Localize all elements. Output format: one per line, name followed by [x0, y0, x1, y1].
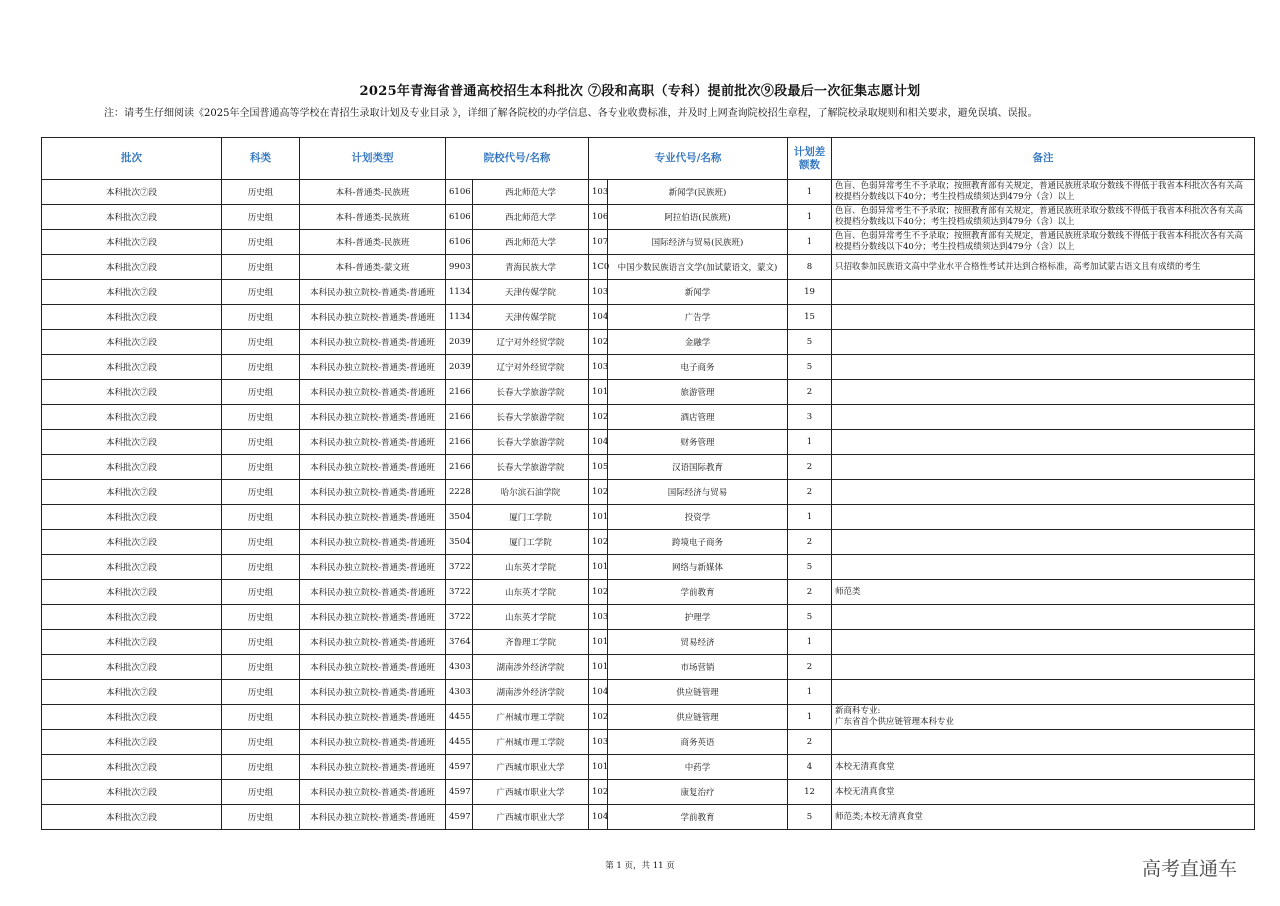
cell-quota: 5 — [788, 805, 832, 830]
cell-plan-type: 本科民办独立院校-普通类-普通班 — [300, 805, 446, 830]
cell-major-name: 旅游管理 — [608, 380, 788, 405]
cell-major-name: 广告学 — [608, 305, 788, 330]
cell-remark: 色盲、色弱异常考生不予录取；按照教育部有关规定，普通民族班录取分数线不得低于我省本科批次各有关高校提档分数线以下40分；考生投档成绩须达到479分（含）以上 — [832, 205, 1255, 230]
cell-subject: 历史组 — [222, 405, 300, 430]
cell-quota: 1 — [788, 430, 832, 455]
cell-batch: 本科批次⑦段 — [42, 280, 222, 305]
cell-remark — [832, 330, 1255, 355]
table-row — [42, 230, 1255, 255]
header-plan-type: 计划类型 — [300, 138, 446, 180]
cell-quota: 5 — [788, 605, 832, 630]
cell-school-name: 广西城市职业大学 — [473, 780, 589, 805]
cell-major-code: 101 — [589, 630, 608, 655]
cell-remark: 本校无清真食堂 — [832, 755, 1255, 780]
cell-plan-type: 本科民办独立院校-普通类-普通班 — [300, 405, 446, 430]
cell-major-name: 中药学 — [608, 755, 788, 780]
cell-school-name: 西北师范大学 — [473, 230, 589, 255]
cell-school-name: 天津传媒学院 — [473, 280, 589, 305]
cell-quota: 3 — [788, 405, 832, 430]
cell-subject: 历史组 — [222, 755, 300, 780]
cell-major-code: 103 — [589, 355, 608, 380]
cell-school-code: 3722 — [446, 555, 473, 580]
header-school: 院校代号/名称 — [446, 138, 589, 180]
cell-school-code: 6106 — [446, 230, 473, 255]
table-row — [42, 430, 1255, 455]
cell-plan-type: 本科民办独立院校-普通类-普通班 — [300, 580, 446, 605]
cell-subject: 历史组 — [222, 580, 300, 605]
table-body — [42, 180, 1255, 830]
cell-batch: 本科批次⑦段 — [42, 305, 222, 330]
header-subject: 科类 — [222, 138, 300, 180]
cell-school-code: 1134 — [446, 305, 473, 330]
cell-school-code: 4597 — [446, 805, 473, 830]
cell-quota: 15 — [788, 305, 832, 330]
cell-subject: 历史组 — [222, 330, 300, 355]
cell-batch: 本科批次⑦段 — [42, 705, 222, 730]
table-row — [42, 805, 1255, 830]
cell-school-name: 长春大学旅游学院 — [473, 405, 589, 430]
cell-batch: 本科批次⑦段 — [42, 380, 222, 405]
cell-quota: 2 — [788, 380, 832, 405]
cell-major-name: 供应链管理 — [608, 680, 788, 705]
cell-major-code: 101 — [589, 755, 608, 780]
cell-subject: 历史组 — [222, 255, 300, 280]
cell-remark — [832, 530, 1255, 555]
cell-remark — [832, 655, 1255, 680]
cell-remark — [832, 280, 1255, 305]
cell-school-name: 厦门工学院 — [473, 505, 589, 530]
cell-batch: 本科批次⑦段 — [42, 255, 222, 280]
table-row — [42, 780, 1255, 805]
cell-major-name: 金融学 — [608, 330, 788, 355]
table-row — [42, 605, 1255, 630]
cell-plan-type: 本科民办独立院校-普通类-普通班 — [300, 705, 446, 730]
cell-subject: 历史组 — [222, 380, 300, 405]
cell-school-name: 厦门工学院 — [473, 530, 589, 555]
page-footer: 第 1 页，共 11 页 — [605, 861, 675, 871]
cell-school-name: 辽宁对外经贸学院 — [473, 330, 589, 355]
cell-plan-type: 本科民办独立院校-普通类-普通班 — [300, 630, 446, 655]
cell-plan-type: 本科民办独立院校-普通类-普通班 — [300, 355, 446, 380]
cell-school-code: 2228 — [446, 480, 473, 505]
table-row — [42, 305, 1255, 330]
cell-major-code: 103 — [589, 280, 608, 305]
cell-batch: 本科批次⑦段 — [42, 730, 222, 755]
cell-quota: 1 — [788, 630, 832, 655]
cell-school-code: 4455 — [446, 730, 473, 755]
cell-plan-type: 本科-普通类-民族班 — [300, 230, 446, 255]
cell-subject: 历史组 — [222, 230, 300, 255]
cell-batch: 本科批次⑦段 — [42, 480, 222, 505]
cell-subject: 历史组 — [222, 705, 300, 730]
cell-major-name: 护理学 — [608, 605, 788, 630]
table-row — [42, 580, 1255, 605]
cell-batch: 本科批次⑦段 — [42, 505, 222, 530]
cell-subject: 历史组 — [222, 555, 300, 580]
cell-plan-type: 本科民办独立院校-普通类-普通班 — [300, 555, 446, 580]
table-row — [42, 380, 1255, 405]
cell-major-code: 102 — [589, 580, 608, 605]
cell-major-code: 103 — [589, 180, 608, 205]
cell-school-code: 6106 — [446, 180, 473, 205]
cell-subject: 历史组 — [222, 355, 300, 380]
cell-subject: 历史组 — [222, 455, 300, 480]
cell-batch: 本科批次⑦段 — [42, 455, 222, 480]
cell-school-code: 3504 — [446, 505, 473, 530]
cell-remark — [832, 430, 1255, 455]
cell-batch: 本科批次⑦段 — [42, 655, 222, 680]
table-row — [42, 705, 1255, 730]
cell-major-code: 103 — [589, 730, 608, 755]
cell-quota: 1 — [788, 230, 832, 255]
cell-remark — [832, 455, 1255, 480]
table-row — [42, 205, 1255, 230]
cell-major-code: 103 — [589, 605, 608, 630]
cell-remark: 新商科专业: 广东省首个供应链管理本科专业 — [832, 705, 1255, 730]
cell-school-code: 3764 — [446, 630, 473, 655]
cell-school-code: 4455 — [446, 705, 473, 730]
cell-remark — [832, 505, 1255, 530]
cell-major-name: 国际经济与贸易 — [608, 480, 788, 505]
cell-plan-type: 本科民办独立院校-普通类-普通班 — [300, 280, 446, 305]
cell-major-code: 101 — [589, 655, 608, 680]
cell-plan-type: 本科-普通类-民族班 — [300, 180, 446, 205]
cell-quota: 2 — [788, 655, 832, 680]
cell-school-name: 长春大学旅游学院 — [473, 455, 589, 480]
cell-major-name: 新闻学(民族班) — [608, 180, 788, 205]
cell-major-code: 106 — [589, 205, 608, 230]
cell-school-code: 9903 — [446, 255, 473, 280]
cell-subject: 历史组 — [222, 480, 300, 505]
cell-school-name: 山东英才学院 — [473, 580, 589, 605]
table-row — [42, 405, 1255, 430]
cell-quota: 12 — [788, 780, 832, 805]
cell-major-name: 中国少数民族语言文学(加试蒙语文，蒙文) — [608, 255, 788, 280]
cell-school-code: 3722 — [446, 580, 473, 605]
cell-major-code: 102 — [589, 405, 608, 430]
cell-quota: 2 — [788, 730, 832, 755]
cell-quota: 5 — [788, 330, 832, 355]
header-major: 专业代号/名称 — [589, 138, 788, 180]
cell-plan-type: 本科民办独立院校-普通类-普通班 — [300, 680, 446, 705]
cell-batch: 本科批次⑦段 — [42, 205, 222, 230]
cell-school-name: 长春大学旅游学院 — [473, 380, 589, 405]
cell-plan-type: 本科民办独立院校-普通类-普通班 — [300, 605, 446, 630]
table-row — [42, 455, 1255, 480]
cell-major-name: 酒店管理 — [608, 405, 788, 430]
cell-batch: 本科批次⑦段 — [42, 680, 222, 705]
table-row — [42, 680, 1255, 705]
cell-batch: 本科批次⑦段 — [42, 605, 222, 630]
cell-plan-type: 本科民办独立院校-普通类-普通班 — [300, 655, 446, 680]
cell-plan-type: 本科民办独立院校-普通类-普通班 — [300, 530, 446, 555]
cell-quota: 5 — [788, 555, 832, 580]
cell-school-name: 齐鲁理工学院 — [473, 630, 589, 655]
cell-plan-type: 本科民办独立院校-普通类-普通班 — [300, 305, 446, 330]
cell-subject: 历史组 — [222, 180, 300, 205]
cell-subject: 历史组 — [222, 630, 300, 655]
cell-subject: 历史组 — [222, 205, 300, 230]
table-row — [42, 280, 1255, 305]
cell-major-name: 商务英语 — [608, 730, 788, 755]
cell-major-name: 新闻学 — [608, 280, 788, 305]
cell-quota: 4 — [788, 755, 832, 780]
header-batch: 批次 — [42, 138, 222, 180]
cell-school-name: 广西城市职业大学 — [473, 805, 589, 830]
cell-major-name: 学前教育 — [608, 805, 788, 830]
cell-quota: 1 — [788, 505, 832, 530]
cell-major-name: 学前教育 — [608, 580, 788, 605]
cell-subject: 历史组 — [222, 530, 300, 555]
cell-school-code: 2166 — [446, 455, 473, 480]
cell-school-name: 广州城市理工学院 — [473, 730, 589, 755]
cell-school-name: 广州城市理工学院 — [473, 705, 589, 730]
cell-plan-type: 本科民办独立院校-普通类-普通班 — [300, 480, 446, 505]
cell-remark — [832, 555, 1255, 580]
cell-batch: 本科批次⑦段 — [42, 630, 222, 655]
table-header-row — [42, 138, 1255, 180]
cell-quota: 1 — [788, 705, 832, 730]
cell-school-name: 辽宁对外经贸学院 — [473, 355, 589, 380]
cell-batch: 本科批次⑦段 — [42, 755, 222, 780]
table-row — [42, 255, 1255, 280]
cell-plan-type: 本科民办独立院校-普通类-普通班 — [300, 730, 446, 755]
cell-school-code: 6106 — [446, 205, 473, 230]
cell-remark: 只招收参加民族语文高中学业水平合格性考试并达到合格标准，高考加试蒙古语文且有成绩的考生 — [832, 255, 1255, 280]
cell-remark: 师范类 — [832, 580, 1255, 605]
cell-plan-type: 本科民办独立院校-普通类-普通班 — [300, 380, 446, 405]
cell-major-code: 102 — [589, 480, 608, 505]
cell-school-name: 天津传媒学院 — [473, 305, 589, 330]
cell-school-code: 3722 — [446, 605, 473, 630]
cell-quota: 8 — [788, 255, 832, 280]
cell-remark: 色盲、色弱异常考生不予录取；按照教育部有关规定，普通民族班录取分数线不得低于我省本科批次各有关高校提档分数线以下40分；考生投档成绩须达到479分（含）以上 — [832, 180, 1255, 205]
cell-major-code: 102 — [589, 530, 608, 555]
cell-quota: 2 — [788, 455, 832, 480]
cell-batch: 本科批次⑦段 — [42, 355, 222, 380]
cell-remark — [832, 680, 1255, 705]
cell-school-code: 2039 — [446, 330, 473, 355]
table-row — [42, 530, 1255, 555]
cell-remark — [832, 730, 1255, 755]
cell-school-code: 2166 — [446, 405, 473, 430]
cell-batch: 本科批次⑦段 — [42, 180, 222, 205]
document-title: 2025年青海省普通高校招生本科批次 ⑦段和高职（专科）提前批次⑨段最后一次征集志愿计划 — [359, 84, 921, 99]
cell-school-name: 山东英才学院 — [473, 555, 589, 580]
cell-batch: 本科批次⑦段 — [42, 430, 222, 455]
cell-subject: 历史组 — [222, 505, 300, 530]
cell-batch: 本科批次⑦段 — [42, 405, 222, 430]
cell-major-name: 阿拉伯语(民族班) — [608, 205, 788, 230]
cell-school-name: 广西城市职业大学 — [473, 755, 589, 780]
cell-plan-type: 本科民办独立院校-普通类-普通班 — [300, 330, 446, 355]
cell-quota: 1 — [788, 180, 832, 205]
cell-quota: 19 — [788, 280, 832, 305]
cell-major-code: 107 — [589, 230, 608, 255]
cell-major-name: 财务管理 — [608, 430, 788, 455]
cell-remark: 师范类;本校无清真食堂 — [832, 805, 1255, 830]
cell-subject: 历史组 — [222, 605, 300, 630]
cell-subject: 历史组 — [222, 780, 300, 805]
cell-major-name: 国际经济与贸易(民族班) — [608, 230, 788, 255]
cell-major-code: 104 — [589, 305, 608, 330]
cell-batch: 本科批次⑦段 — [42, 530, 222, 555]
cell-school-code: 2166 — [446, 430, 473, 455]
cell-major-name: 汉语国际教育 — [608, 455, 788, 480]
cell-major-name: 电子商务 — [608, 355, 788, 380]
cell-school-name: 湖南涉外经济学院 — [473, 680, 589, 705]
cell-batch: 本科批次⑦段 — [42, 555, 222, 580]
cell-school-code: 4597 — [446, 780, 473, 805]
cell-plan-type: 本科民办独立院校-普通类-普通班 — [300, 455, 446, 480]
cell-major-code: 105 — [589, 455, 608, 480]
cell-major-name: 投资学 — [608, 505, 788, 530]
cell-major-name: 跨境电子商务 — [608, 530, 788, 555]
cell-subject: 历史组 — [222, 430, 300, 455]
cell-major-code: 102 — [589, 330, 608, 355]
cell-major-code: 101 — [589, 505, 608, 530]
cell-quota: 5 — [788, 355, 832, 380]
table-row — [42, 655, 1255, 680]
cell-plan-type: 本科民办独立院校-普通类-普通班 — [300, 780, 446, 805]
cell-subject: 历史组 — [222, 805, 300, 830]
cell-school-code: 2039 — [446, 355, 473, 380]
cell-plan-type: 本科民办独立院校-普通类-普通班 — [300, 505, 446, 530]
cell-subject: 历史组 — [222, 280, 300, 305]
cell-major-code: 104 — [589, 805, 608, 830]
cell-batch: 本科批次⑦段 — [42, 230, 222, 255]
cell-remark — [832, 405, 1255, 430]
cell-major-code: 101 — [589, 380, 608, 405]
cell-remark — [832, 305, 1255, 330]
header-remark: 备注 — [832, 138, 1255, 180]
cell-remark — [832, 480, 1255, 505]
cell-remark — [832, 630, 1255, 655]
cell-batch: 本科批次⑦段 — [42, 780, 222, 805]
cell-school-name: 西北师范大学 — [473, 205, 589, 230]
cell-plan-type: 本科-普通类-民族班 — [300, 205, 446, 230]
cell-school-name: 西北师范大学 — [473, 180, 589, 205]
cell-quota: 1 — [788, 680, 832, 705]
plan-table — [41, 137, 1255, 830]
cell-school-name: 青海民族大学 — [473, 255, 589, 280]
cell-major-name: 康复治疗 — [608, 780, 788, 805]
cell-subject: 历史组 — [222, 730, 300, 755]
table-row — [42, 630, 1255, 655]
cell-batch: 本科批次⑦段 — [42, 330, 222, 355]
cell-school-code: 4303 — [446, 680, 473, 705]
cell-school-name: 长春大学旅游学院 — [473, 430, 589, 455]
table-row — [42, 180, 1255, 205]
cell-plan-type: 本科-普通类-蒙文班 — [300, 255, 446, 280]
cell-remark: 色盲、色弱异常考生不予录取；按照教育部有关规定，普通民族班录取分数线不得低于我省本科批次各有关高校提档分数线以下40分；考生投档成绩须达到479分（含）以上 — [832, 230, 1255, 255]
cell-remark — [832, 355, 1255, 380]
cell-quota: 2 — [788, 580, 832, 605]
cell-subject: 历史组 — [222, 655, 300, 680]
table-row — [42, 505, 1255, 530]
cell-school-code: 4303 — [446, 655, 473, 680]
cell-quota: 2 — [788, 530, 832, 555]
cell-remark — [832, 605, 1255, 630]
cell-school-code: 2166 — [446, 380, 473, 405]
cell-major-code: 102 — [589, 705, 608, 730]
cell-school-name: 哈尔滨石油学院 — [473, 480, 589, 505]
cell-remark — [832, 380, 1255, 405]
cell-batch: 本科批次⑦段 — [42, 580, 222, 605]
cell-plan-type: 本科民办独立院校-普通类-普通班 — [300, 430, 446, 455]
cell-major-name: 市场营销 — [608, 655, 788, 680]
table-row — [42, 730, 1255, 755]
cell-major-code: 1C0 — [589, 255, 608, 280]
cell-subject: 历史组 — [222, 680, 300, 705]
watermark-logo: 高考直通车 — [1142, 858, 1238, 880]
cell-school-code: 3504 — [446, 530, 473, 555]
table-row — [42, 555, 1255, 580]
table-row — [42, 355, 1255, 380]
cell-batch: 本科批次⑦段 — [42, 805, 222, 830]
cell-plan-type: 本科民办独立院校-普通类-普通班 — [300, 755, 446, 780]
cell-major-code: 102 — [589, 780, 608, 805]
cell-major-name: 网络与新媒体 — [608, 555, 788, 580]
cell-major-code: 104 — [589, 430, 608, 455]
table-row — [42, 330, 1255, 355]
cell-major-name: 贸易经济 — [608, 630, 788, 655]
cell-quota: 1 — [788, 205, 832, 230]
cell-school-code: 1134 — [446, 280, 473, 305]
cell-quota: 2 — [788, 480, 832, 505]
instructions-note: 注：请考生仔细阅读《2025年全国普通高等学校在青招生录取计划及专业目录 》，详细了解各院校的办学信息、各专业收费标准，并及时上网查询院校招生章程，了解院校录取规则和相关要求，避免误填、误报。 — [104, 108, 1038, 119]
cell-major-name: 供应链管理 — [608, 705, 788, 730]
cell-remark: 本校无清真食堂 — [832, 780, 1255, 805]
cell-major-code: 104 — [589, 680, 608, 705]
cell-school-name: 山东英才学院 — [473, 605, 589, 630]
cell-major-code: 101 — [589, 555, 608, 580]
cell-school-name: 湖南涉外经济学院 — [473, 655, 589, 680]
header-quota: 计划差额数 — [788, 138, 832, 180]
cell-subject: 历史组 — [222, 305, 300, 330]
table-row — [42, 480, 1255, 505]
table-row — [42, 755, 1255, 780]
cell-school-code: 4597 — [446, 755, 473, 780]
